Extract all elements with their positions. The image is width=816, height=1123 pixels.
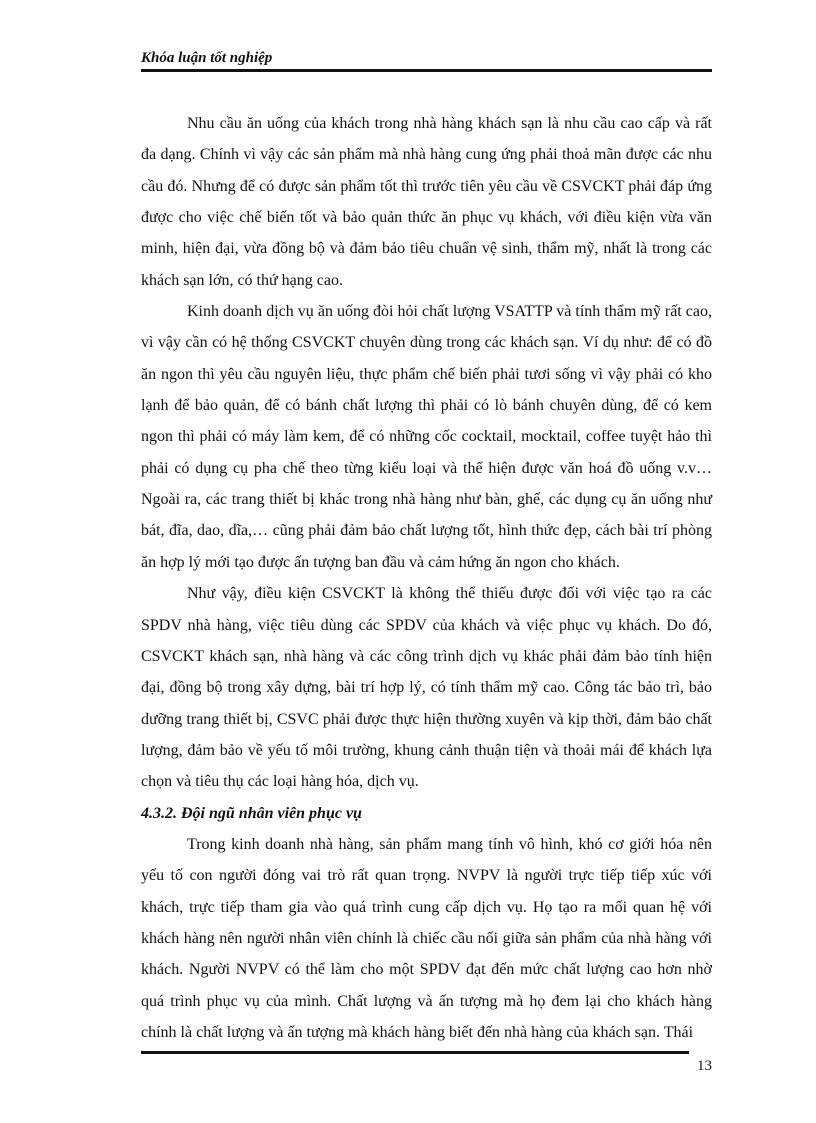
footer-divider [141, 1051, 689, 1054]
page-header-title: Khóa luận tốt nghiệp [141, 50, 273, 66]
body-paragraph: Như vậy, điều kiện CSVCKT là không thể thiếu được đối với việc tạo ra các SPDV nhà hàng, việc tiêu dùng các SPDV của khách và việc phục vụ khách. Do đó, CSVCKT khách sạn, nhà hàng và các công trình dịch vụ khác phải đảm bảo tính hiện đại, đồng bộ trong xây dựng, bài trí hợp lý, có tính thẩm mỹ cao. Công tác bảo trì, bảo dưỡng trang thiết bị, CSVC phải được thực hiện thường xuyên và kịp thời, đảm bảo chất lượng, đảm bảo về yếu tố môi trường, khung cảnh thuận tiện và thoải mái để khách lựa chọn và tiêu thụ các loại hàng hóa, dịch vụ. [141, 585, 712, 791]
header-divider [141, 69, 712, 72]
section-heading: 4.3.2. Đội ngũ nhân viên phục vụ [141, 804, 362, 822]
document-body [141, 108, 712, 1048]
body-paragraph: Nhu cầu ăn uống của khách trong nhà hàng khách sạn là nhu cầu cao cấp và rất đa dạng. Chính vì vậy các sản phẩm mà nhà hàng cung ứng phải thoả mãn được các nhu cầu đó. Nhưng để có được sản phẩm tốt thì trước tiên yêu cầu về CSVCKT phải đáp ứng được cho việc chế biến tốt và bảo quản thức ăn phục vụ khách, với điều kiện vừa văn minh, hiện đại, vừa đồng bộ và đảm bảo tiêu chuẩn vệ sinh, thẩm mỹ, nhất là trong các khách sạn lớn, có thứ hạng cao. [141, 115, 712, 289]
page-number: 13 [697, 1058, 712, 1074]
body-paragraph: Kinh doanh dịch vụ ăn uống đòi hỏi chất lượng VSATTP và tính thẩm mỹ rất cao, vì vậy cần có hệ thống CSVCKT chuyên dùng trong các khách sạn. Ví dụ như: để có đồ ăn ngon thì yêu cầu nguyên liệu, thực phẩm chế biến phải tươi sống vì vậy phải có kho lạnh để bảo quản, để có bánh chất lượng thì phải có lò bánh chuyên dùng, để có kem ngon thì phải có máy làm kem, để có những cốc cocktail, mocktail, coffee tuyệt hảo thì phải có dụng cụ pha chế theo từng kiểu loại và thể hiện được văn hoá đồ uống v.v… Ngoài ra, các trang thiết bị khác trong nhà hàng như bàn, ghế, các dụng cụ ăn uống như bát, đĩa, dao, dĩa,… cũng phải đảm bảo chất lượng tốt, hình thức đẹp, cách bài trí phòng ăn hợp lý mới tạo được ấn tượng ban đầu và cảm hứng ăn ngon cho khách. [141, 303, 712, 571]
body-paragraph: Trong kinh doanh nhà hàng, sản phẩm mang tính vô hình, khó cơ giới hóa nên yếu tố con người đóng vai trò rất quan trọng. NVPV là người trực tiếp tiếp xúc với khách, trực tiếp tham gia vào quá trình cung cấp dịch vụ. Họ tạo ra mối quan hệ với khách hàng nên người nhân viên chính là chiếc cầu nối giữa sản phẩm của nhà hàng với khách. Người NVPV có thể làm cho một SPDV đạt đến mức chất lượng cao hơn nhờ quá trình phục vụ của mình. Chất lượng và ấn tượng mà họ đem lại cho khách hàng chính là chất lượng và ấn tượng mà khách hàng biết đến nhà hàng của khách sạn. Thái [141, 835, 712, 1041]
